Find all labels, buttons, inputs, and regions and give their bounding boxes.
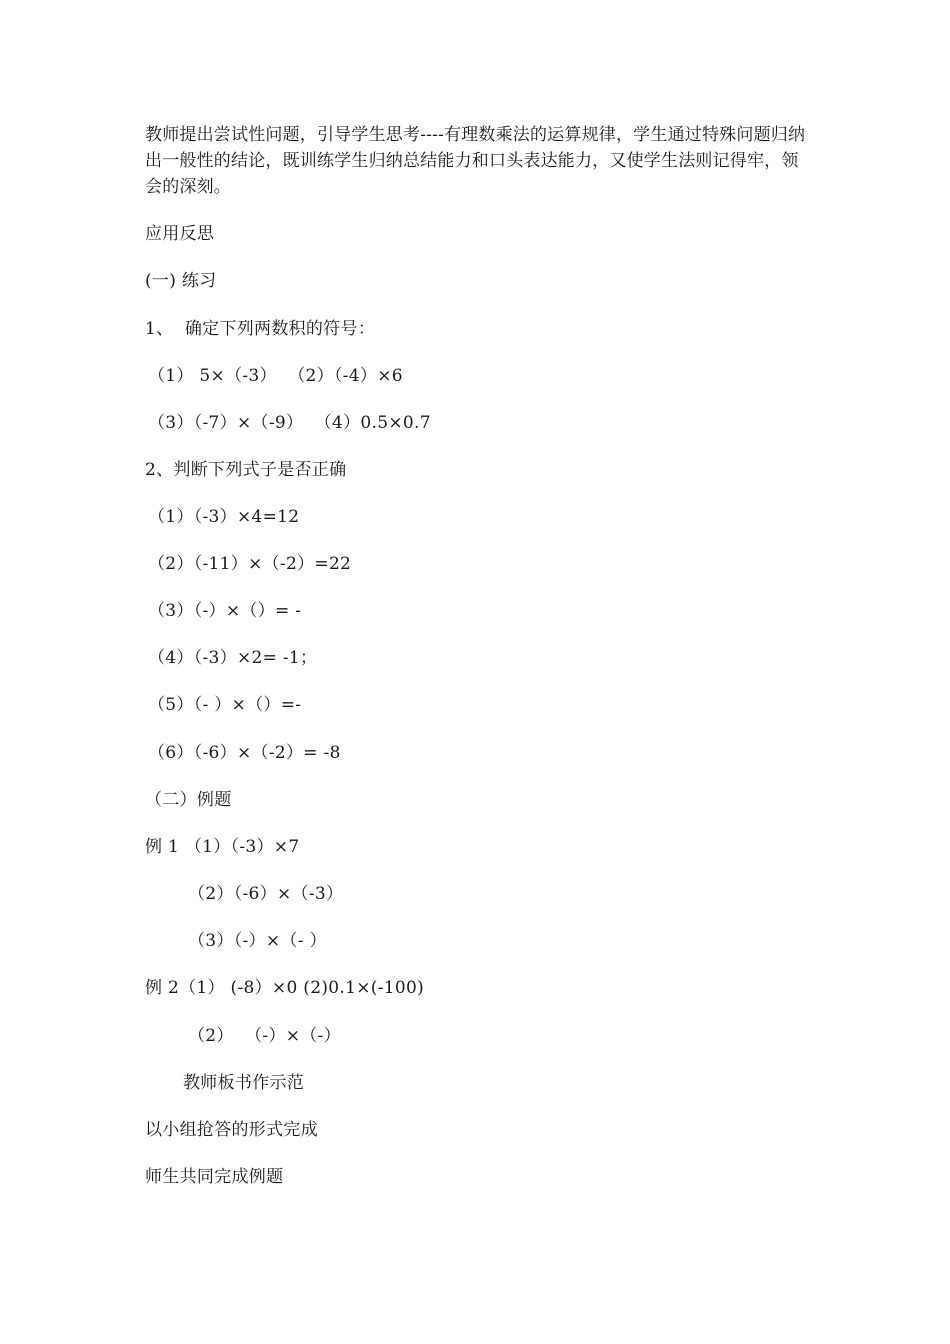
question-2-heading: 2、判断下列式子是否正确 [145,460,347,480]
example-1-line-1: 例 1 （1）（-3）×7 [145,837,300,857]
question-2-item-2: （2）（-11）×（-2）=22 [148,554,352,574]
section-title: 应用反思 [145,224,215,244]
example-2-line-2: （2） （-）×（-） [188,1026,341,1046]
question-1-items-row-2: （3）（-7）×（-9） （4）0.5×0.7 [148,413,431,433]
example-1-line-3: （3）（-）×（- ） [188,931,327,951]
practice-heading: (一) 练习 [145,271,217,291]
question-1-heading: 1、 确定下列两数积的符号： [145,319,376,339]
example-2-line-1: 例 2（1） (-8）×0 (2)0.1×(-100) [145,978,425,998]
examples-heading: （二）例题 [145,790,232,810]
question-2-item-3: （3）（-）×（）= - [148,601,302,621]
question-2-item-6: （6）（-6）×（-2）= -8 [148,743,341,763]
question-2-item-4: （4）（-3）×2= -1； [148,648,318,668]
teacher-note: 教师板书作示范 [183,1073,305,1093]
intro-paragraph: 教师提出尝试性问题，引导学生思考----有理数乘法的运算规律，学生通过特殊问题归纳出一般性的结论，既训练学生归纳总结能力和口头表达能力，又使学生法则记得牢，领会的深刻。 [145,125,806,197]
group-answer-note: 以小组抢答的形式完成 [145,1120,318,1140]
question-2-item-5: （5）（- ）×（）=- [148,695,302,715]
example-1-line-2: （2）（-6）×（-3） [188,884,344,904]
question-1-items-row-1: （1） 5×（-3） （2）（-4）×6 [148,366,403,386]
joint-completion-note: 师生共同完成例题 [145,1167,284,1187]
question-2-item-1: （1）（-3）×4=12 [148,507,300,527]
